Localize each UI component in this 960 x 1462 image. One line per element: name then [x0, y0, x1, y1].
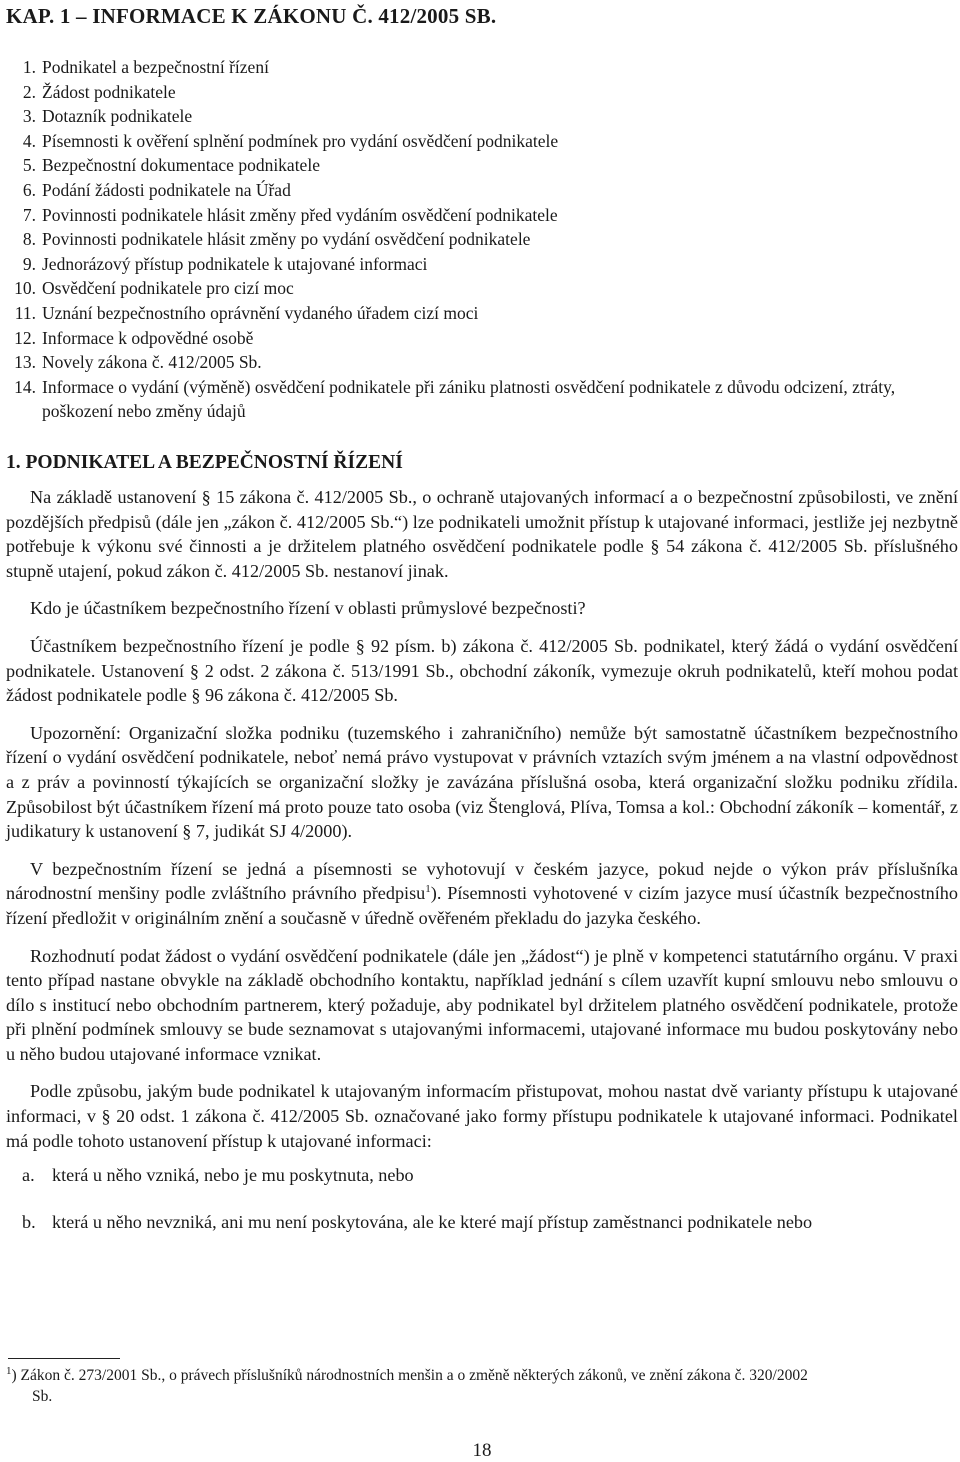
- list-item-text: která u něho nevzniká, ani mu není poskytována, ale ke které mají přístup zaměstnanci podnikatele nebo: [52, 1211, 813, 1232]
- toc-item-number: 3.: [22, 106, 36, 127]
- footnote-number: 1: [6, 1364, 12, 1377]
- toc-item: [6, 375, 958, 424]
- chapter-title: KAP. 1 – INFORMACE K ZÁKONU Č. 412/2005 SB.: [6, 4, 497, 28]
- paragraph: Na základě ustanovení § 15 zákona č. 412/2005 Sb., o ochraně utajovaných informací a o bezpečnostní způsobilosti, ve znění pozdějších předpisů (dále jen „zákon č. 412/2005 Sb.“) lze podnikateli umožnit přístup k utajované informaci, jestliže jej nezbytně potřebuje k výkonu své činnosti a je držitelem platného osvědčení podnikatele podle § 54 zákona č. 412/2005 Sb. příslušného stupně utajení, pokud zákon č. 412/2005 Sb. nestanoví jinak.: [6, 487, 958, 581]
- toc-item: [6, 301, 958, 326]
- toc-item-number: 7.: [22, 204, 36, 225]
- toc-item: [6, 252, 958, 277]
- list-item-text: která u něho vzniká, nebo je mu poskytnuta, nebo: [52, 1165, 414, 1186]
- toc-item: [6, 104, 958, 129]
- toc-item-text: Bezpečnostní dokumentace podnikatele: [42, 155, 320, 176]
- toc-item-text: Informace k odpovědné osobě: [42, 327, 254, 348]
- toc-item: [6, 350, 958, 375]
- toc-item: [6, 178, 958, 203]
- toc-item-text: Uznání bezpečnostního oprávnění vydaného úřadem cizí moci: [42, 302, 479, 323]
- footnote-divider: [8, 1358, 120, 1359]
- toc-item-text: Písemnosti k ověření splnění podmínek pro vydání osvědčení podnikatele: [42, 130, 559, 151]
- toc-item: [6, 153, 958, 178]
- toc-item-number: 1.: [22, 57, 36, 77]
- toc-item-number: 10.: [14, 278, 36, 299]
- toc-item-number: 13.: [14, 352, 36, 373]
- footnote-text: ) Zákon č. 273/2001 Sb., o právech příslušníků národnostních menšin a o změně některých zákonů, ve znění zákona č. 320/2002: [11, 1367, 808, 1384]
- paragraph: Účastníkem bezpečnostního řízení je podle § 92 písm. b) zákona č. 412/2005 Sb. podnikatel, který žádá o vydání osvědčení podnikatele. Ustanovení § 2 odst. 2 zákona č. 513/1991 Sb., obchodní zákoník, vymezuje okruh podnikatelů, kteří mohou podat žádost podnikatele podle § 96 zákona č. 412/2005 Sb.: [6, 635, 958, 706]
- list-item: [6, 1210, 958, 1235]
- toc-item: [6, 80, 958, 105]
- toc-item: [6, 227, 958, 252]
- toc-item-text: Novely zákona č. 412/2005 Sb.: [42, 352, 262, 373]
- notice-paragraph: Upozornění: Organizační složka podniku (tuzemského i zahraničního) nemůže být samostatně účastníkem bezpečnostního řízení o vydání osvědčení podnikatele, neboť nemá právo vystupovat v právních vztazích svým jménem a na vlastní odpovědnost a z práv a povinností týkajících se organizační složky je zavázána příslušná osoba, která organizační složku podniku zřídila. Způsobilost být účastníkem řízení má proto pouze tato osoba (viz Štenglová, Plíva, Tomsa a kol.: Obchodní zákoník – komentář, z judikatury k ustanovení § 7, judikát SJ 4/2000).: [6, 722, 958, 842]
- access-forms-list: [6, 1163, 958, 1234]
- paragraph: [6, 857, 958, 931]
- toc-item-text: Podání žádosti podnikatele na Úřad: [42, 179, 291, 200]
- toc-item-number: 12.: [14, 327, 36, 348]
- list-item-letter: b.: [22, 1211, 36, 1232]
- toc-item-number: 14.: [14, 376, 36, 397]
- toc-item-text: Povinnosti podnikatele hlásit změny po vydání osvědčení podnikatele: [42, 229, 531, 250]
- paragraph: Rozhodnutí podat žádost o vydání osvědčení podnikatele (dále jen „žádost“) je plně v kompetenci statutárního orgánu. V praxi tento případ nastane obvykle na základě obchodního kontaktu, například jednání s cílem uzavřít kupní smlouvu nebo smlouvu o dílo s institucí nebo obchodním partnerem, který požaduje, aby podnikatel byl držitelem platného osvědčení podnikatele, protože při plnění podmínek smlouvy se bude seznamovat s utajovanými informacemi, utajované informace mu budou poskytovány nebo u něho budou utajované informace vznikat.: [6, 945, 958, 1064]
- paragraph: Podle způsobu, jakým bude podnikatel k utajovaným informacím přistupovat, mohou nastat dvě varianty přístupu k utajované informaci, v § 20 odst. 1 zákona č. 412/2005 Sb. označované jako formy přístupu podnikatele k utajované informaci. Podnikatel má podle tohoto ustanovení přístup k utajované informaci:: [6, 1081, 958, 1151]
- list-item-letter: a.: [22, 1165, 35, 1186]
- toc-item-number: 8.: [22, 229, 36, 250]
- paragraph-text: V bezpečnostním řízení se jedná a písemnosti se vyhotovují v českém jazyce, pokud nejde o výkon práv příslušníka národnostní menšiny podle zvláštního právního předpisu: [6, 858, 958, 904]
- toc-item-text: Informace o vydání (výměně) osvědčení podnikatele při zániku platnosti osvědčení podnikatele z důvodu odcizení, ztráty, poškození nebo změny údajů: [42, 376, 896, 422]
- toc-item-number: 11.: [14, 302, 36, 323]
- toc-item-text: Povinnosti podnikatele hlásit změny před vydáním osvědčení podnikatele: [42, 204, 558, 225]
- toc-item: [6, 55, 958, 80]
- toc-item-text: Osvědčení podnikatele pro cizí moc: [42, 278, 294, 299]
- toc-item-text: Žádost podnikatele: [42, 81, 176, 102]
- toc-item: [6, 203, 958, 228]
- paragraph-text: ). Písemnosti vyhotovené v cizím jazyce musí účastník bezpečnostního řízení předložit v originálním znění a současně v úředně ověřeném překladu do jazyka českého.: [6, 883, 958, 928]
- toc-item-text: Jednorázový přístup podnikatele k utajované informaci: [42, 253, 428, 274]
- footnote-ref: 1: [425, 883, 431, 896]
- toc-item: [6, 129, 958, 154]
- table-of-contents: [6, 55, 958, 424]
- toc-item-text: Dotazník podnikatele: [42, 106, 193, 127]
- footnote: [6, 1365, 958, 1407]
- toc-item: [6, 326, 958, 351]
- toc-item-text: Podnikatel a bezpečnostní řízení: [42, 57, 269, 77]
- section-title: 1. PODNIKATEL A BEZPEČNOSTNÍ ŘÍZENÍ: [6, 452, 403, 473]
- question-paragraph: Kdo je účastníkem bezpečnostního řízení v oblasti průmyslové bezpečnosti?: [30, 598, 586, 619]
- toc-item-number: 5.: [22, 155, 36, 176]
- footnote-text-continued: Sb.: [32, 1388, 53, 1405]
- toc-item-number: 2.: [22, 81, 36, 102]
- list-item: [6, 1163, 958, 1188]
- page-number: 18: [472, 1440, 492, 1461]
- toc-item: [6, 276, 958, 301]
- toc-item-number: 4.: [22, 130, 36, 151]
- body-text: [6, 485, 958, 1256]
- toc-item-number: 9.: [22, 253, 36, 274]
- toc-item-number: 6.: [22, 179, 36, 200]
